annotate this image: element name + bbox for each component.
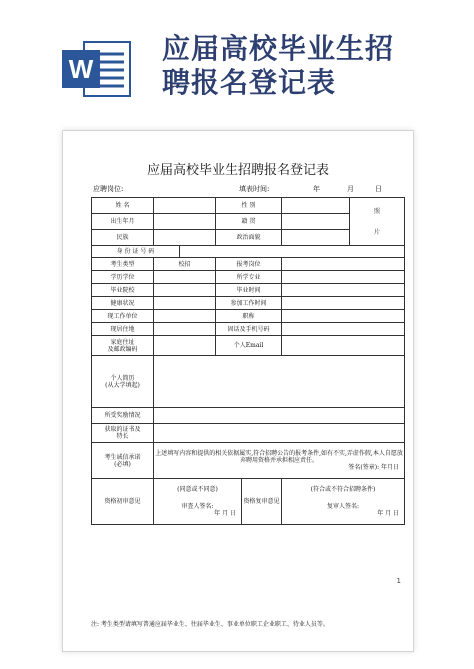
education-field[interactable]	[154, 271, 216, 284]
footnote: 注: 考生类型请填写普通应届毕业生、往届毕业生、事业单位职工企业职工、待业人员等。	[91, 621, 329, 628]
document-page	[62, 130, 414, 652]
initial-review-agree: (同意或不同意)	[177, 486, 218, 493]
email-label: 个人Email	[216, 336, 282, 356]
word-letter: W	[68, 54, 94, 84]
certs-label: 获取的证书及 特长	[92, 424, 154, 443]
pledge-signature[interactable]: 签名(签章): 年月日	[348, 464, 400, 471]
pledge-label: 考生诚信承诺 (必填)	[92, 443, 154, 479]
political-label: 政治面貌	[216, 230, 282, 246]
birth-field[interactable]	[154, 214, 216, 230]
initial-review-cell[interactable]	[154, 479, 242, 525]
education-label: 学历学位	[92, 271, 154, 284]
year-label: 年	[313, 185, 320, 193]
word-document-icon	[62, 40, 132, 98]
re-review-cell[interactable]	[282, 479, 405, 525]
student-type-label: 考生类型	[92, 258, 154, 271]
gender-label: 性 别	[216, 198, 282, 214]
awards-label: 所受奖励情况	[92, 408, 154, 424]
major-label: 所学专业	[216, 271, 282, 284]
initial-review-label: 资格初审意见	[92, 479, 154, 525]
current-unit-field[interactable]	[154, 310, 216, 323]
pledge-cell	[154, 443, 405, 479]
banner	[0, 0, 474, 112]
health-label: 健康状况	[92, 297, 154, 310]
initial-reviewer-sign: 审查人签名:	[181, 503, 214, 510]
apply-post-label: 报考岗位	[216, 258, 282, 271]
resume-field[interactable]	[154, 356, 405, 408]
work-start-field[interactable]	[282, 297, 405, 310]
residence-field[interactable]	[154, 323, 216, 336]
certs-field[interactable]	[154, 424, 405, 443]
re-review-label: 资格复审意见	[242, 479, 282, 525]
current-unit-label: 现工作单位	[92, 310, 154, 323]
university-field[interactable]	[154, 284, 216, 297]
banner-title-line1: 应届高校毕业生招	[162, 32, 395, 65]
resume-label: 个人简历 (从大学填起)	[92, 356, 154, 408]
political-field[interactable]	[282, 230, 350, 246]
health-field[interactable]	[154, 297, 216, 310]
name-label: 姓 名	[92, 198, 154, 214]
grad-time-field[interactable]	[282, 284, 405, 297]
awards-field[interactable]	[154, 408, 405, 424]
document-title: 应届高校毕业生招聘报名登记表	[146, 163, 329, 178]
grad-time-label: 毕业时间	[216, 284, 282, 297]
school-label: 校招	[154, 258, 216, 271]
ethnicity-label: 民族	[92, 230, 154, 246]
university-label: 毕业院校	[92, 284, 154, 297]
photo-box[interactable]: 照 片	[350, 198, 405, 246]
re-review-agree: (符合或不符合招聘条件)	[310, 486, 376, 493]
major-field[interactable]	[282, 271, 405, 284]
home-address-field[interactable]	[154, 336, 216, 356]
id-number-label: 身 份 证 号 码	[92, 246, 180, 258]
native-field[interactable]	[282, 214, 350, 230]
job-title-field[interactable]	[282, 310, 405, 323]
fill-date-label: 填表时间:	[239, 185, 270, 193]
applied-post-label: 应聘岗位:	[93, 185, 124, 193]
phone-field[interactable]	[282, 323, 405, 336]
email-field[interactable]	[282, 336, 405, 356]
id-number-field[interactable]	[180, 246, 405, 258]
initial-review-date: 年 月 日	[214, 510, 236, 517]
name-field[interactable]	[154, 198, 216, 214]
re-reviewer-sign: 复审人签名:	[327, 503, 360, 510]
re-review-date: 年 月 日	[377, 510, 400, 517]
gender-field[interactable]	[282, 198, 350, 214]
birth-label: 出生年月	[92, 214, 154, 230]
banner-title	[162, 32, 394, 100]
native-label: 籍 贯	[216, 214, 282, 230]
banner-title-line2: 聘报名登记表	[162, 66, 337, 99]
month-label: 月	[347, 185, 354, 193]
apply-post-field[interactable]	[282, 258, 405, 271]
home-address-label: 家庭住址 及邮政编码	[92, 336, 154, 356]
pledge-text: 上述填写内容和提供的相关依据属实,符合招聘公告的报考条件,如有不实,弄虚作假,本人自愿放弃聘用资格并承担相应责任。	[155, 450, 403, 464]
job-title-label: 职称	[216, 310, 282, 323]
residence-label: 现居住地	[92, 323, 154, 336]
registration-table	[91, 197, 405, 525]
page-number: 1	[396, 577, 401, 585]
work-start-label: 参加工作时间	[216, 297, 282, 310]
day-label: 日	[375, 185, 382, 193]
phone-label: 固话及手机号码	[216, 323, 282, 336]
ethnicity-field[interactable]	[154, 230, 216, 246]
